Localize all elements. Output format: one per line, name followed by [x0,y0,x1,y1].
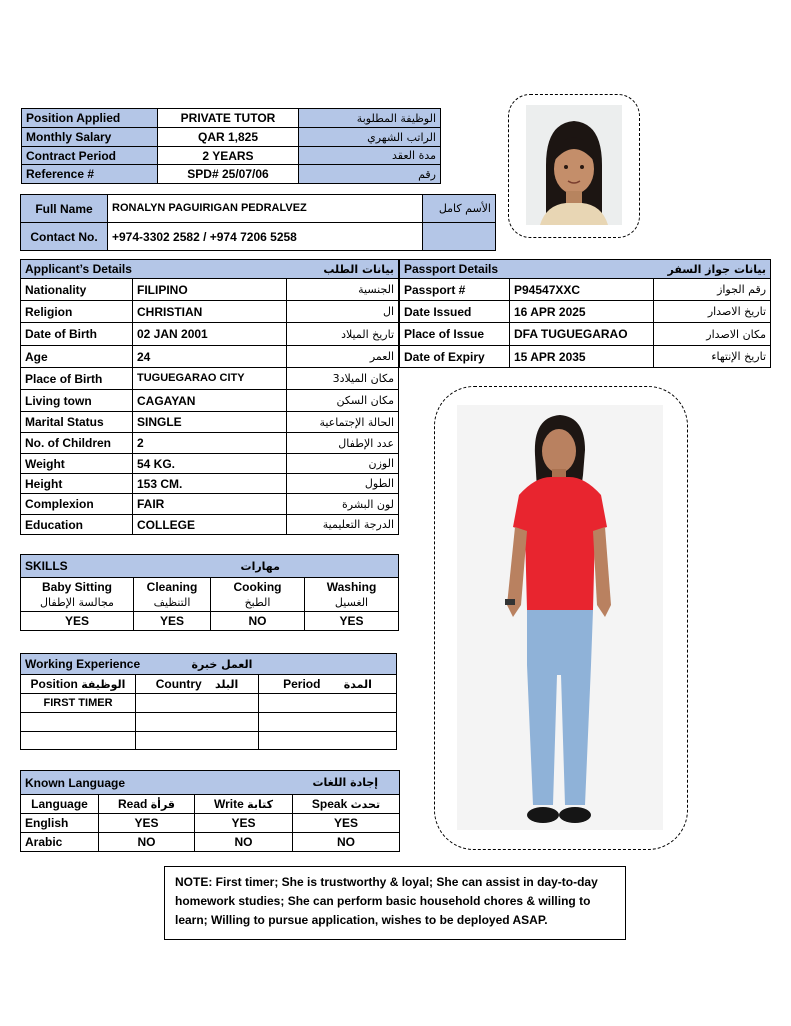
col-country-arabic: البلد [215,678,239,691]
col-language: Language [21,795,99,814]
marital-status-arabic: الحالة الإجتماعية [287,412,399,433]
full-name-arabic: الأسم كامل [423,195,496,223]
person-full-body-icon [457,405,663,830]
passport-number-arabic: رقم الجواز [654,279,771,301]
education-arabic: الدرجة التعليمية [287,515,399,535]
skills-header [21,555,399,578]
weight-label: Weight [21,454,133,474]
complexion-arabic: لون البشرة [287,494,399,515]
language-name: Arabic [21,833,99,852]
marital-status-label: Marital Status [21,412,133,433]
table-row [21,814,400,833]
col-read [99,795,195,814]
contact-row [21,223,496,251]
skill-baby-sitting [21,578,134,612]
complexion-value: FAIR [133,494,287,515]
experience-country [136,713,259,732]
col-position [21,675,136,694]
experience-header-empty [259,654,397,675]
full-body-photo [457,405,663,830]
col-country [136,675,259,694]
skill-name: Cleaning [146,580,198,595]
table-row [21,515,399,535]
place-of-birth-label: Place of Birth [21,368,133,390]
full-name-label: Full Name [21,195,108,223]
full-name-value: RONALYN PAGUIRIGAN PEDRALVEZ [108,195,423,223]
age-arabic: العمر [287,346,399,368]
experience-header [21,654,397,675]
children-value: 2 [133,433,287,454]
date-issued-arabic: تاريخ الاصدار [654,301,771,323]
contact-empty-cell [423,223,496,251]
place-of-birth-value: TUGUEGARAO CITY [133,368,287,390]
monthly-salary-label: Monthly Salary [22,128,158,147]
date-of-expiry-label: Date of Expiry [400,346,510,368]
language-name: English [21,814,99,833]
position-applied-label: Position Applied [22,109,158,128]
monthly-salary-arabic: الراتب الشهري [299,128,441,147]
col-period [259,675,397,694]
table-row [21,694,397,713]
experience-country [136,694,259,713]
height-label: Height [21,474,133,494]
experience-period [259,732,397,750]
complexion-label: Complexion [21,494,133,515]
skill-cooking [211,578,305,612]
experience-country [136,732,259,750]
applicant-title-arabic: بيانات الطلب [287,260,399,279]
applicant-title: Applicant’s Details [21,260,287,279]
passport-header [400,260,771,279]
weight-arabic: الوزن [287,454,399,474]
experience-period [259,713,397,732]
skill-name-arabic: التنظيف [153,595,191,609]
language-read: YES [99,814,195,833]
date-issued-label: Date Issued [400,301,510,323]
place-of-issue-value: DFA TUGUEGARAO [510,323,654,346]
language-write: NO [195,833,293,852]
language-columns-row [21,795,400,814]
skill-value: YES [134,612,211,631]
skill-value: NO [211,612,305,631]
language-header-empty [195,771,293,795]
skill-name: Baby Sitting [41,580,112,595]
religion-label: Religion [21,301,133,323]
nationality-label: Nationality [21,279,133,301]
skill-value: YES [21,612,134,631]
table-row [21,713,397,732]
skill-name-arabic: مجالسة الإطفال [40,595,114,609]
education-value: COLLEGE [133,515,287,535]
table-row [21,390,399,412]
monthly-salary-value: QAR 1,825 [158,128,299,147]
col-write-arabic: كتابة [247,798,273,811]
skill-name-arabic: الغسيل [334,595,369,609]
living-town-arabic: مكان السكن [287,390,399,412]
note-box [164,866,626,940]
experience-position [21,732,136,750]
col-write [195,795,293,814]
headshot-frame [508,94,640,238]
height-arabic: الطول [287,474,399,494]
language-speak: YES [293,814,400,833]
date-of-expiry-value: 15 APR 2035 [510,346,654,368]
language-write: YES [195,814,293,833]
skills-values-row [21,612,399,631]
age-value: 24 [133,346,287,368]
living-town-label: Living town [21,390,133,412]
table-row [21,474,399,494]
table-row [21,301,399,323]
col-position-label: Position [30,677,78,691]
contract-period-arabic: مدة العقد [299,147,441,165]
marital-status-value: SINGLE [133,412,287,433]
dob-arabic: تاريخ الميلاد [287,323,399,346]
skill-name: Cooking [233,580,282,595]
religion-value: CHRISTIAN [133,301,287,323]
experience-title [21,654,259,675]
experience-period [259,694,397,713]
date-issued-value: 16 APR 2025 [510,301,654,323]
col-speak [293,795,400,814]
skills-title-arabic: مهارات [211,555,399,578]
table-row [21,433,399,454]
table-row [21,346,399,368]
skill-name: Washing [326,580,377,595]
table-row [21,732,397,750]
table-row [21,412,399,433]
experience-columns-row [21,675,397,694]
col-period-label: Period [283,677,321,691]
table-row [21,454,399,474]
date-of-expiry-arabic: تاريخ الإنتهاء [654,346,771,368]
col-position-arabic: الوظيفة [81,678,126,691]
table-row [21,323,399,346]
language-speak: NO [293,833,400,852]
contract-period-value: 2 YEARS [158,147,299,165]
position-row [22,109,441,128]
table-row [400,301,771,323]
skills-names-row [21,578,399,612]
table-row [21,368,399,390]
passport-title: Passport Details [400,260,654,279]
skill-washing [305,578,399,612]
dob-label: Date of Birth [21,323,133,346]
language-title-arabic: إجادة اللغات [293,771,400,795]
reference-label: Reference # [22,165,158,184]
language-header [21,771,400,795]
col-read-arabic: قرأة [150,798,175,811]
note-text: NOTE: First timer; She is trustworthy & loyal; She can assist in day-to-day homework studies; She can perform basic household chores & willing to learn; Willing to pursue application, wishes to be deployed ASAP. [175,875,598,927]
full-name-row [21,195,496,223]
col-speak-label: Speak [311,797,348,811]
full-body-frame [434,386,688,850]
col-period-arabic: المدة [343,678,372,691]
experience-position [21,713,136,732]
skills-title: SKILLS [21,555,211,578]
table-row [400,279,771,301]
reference-value: SPD# 25/07/06 [158,165,299,184]
identity-table [20,194,496,251]
nationality-value: FILIPINO [133,279,287,301]
skill-cleaning [134,578,211,612]
children-label: No. of Children [21,433,133,454]
passport-number-label: Passport # [400,279,510,301]
col-read-label: Read [118,797,148,811]
height-value: 153 CM. [133,474,287,494]
col-country-label: Country [155,677,202,691]
experience-title-text: Working Experience [25,657,141,671]
table-row [400,323,771,346]
weight-value: 54 KG. [133,454,287,474]
skill-value: YES [305,612,399,631]
skill-name-arabic: الطبخ [244,595,271,609]
headshot-photo [526,105,622,225]
reference-arabic: رقم [299,165,441,184]
education-label: Education [21,515,133,535]
age-label: Age [21,346,133,368]
passport-number-value: P94547XXC [510,279,654,301]
working-experience-table [20,653,397,750]
position-applied-value: PRIVATE TUTOR [158,109,299,128]
contract-period-label: Contract Period [22,147,158,165]
nationality-arabic: الجنسية [287,279,399,301]
children-arabic: عدد الإطفال [287,433,399,454]
person-headshot-icon [526,105,622,225]
living-town-value: CAGAYAN [133,390,287,412]
applicant-details-table [20,259,399,535]
place-of-issue-label: Place of Issue [400,323,510,346]
contract-row [22,147,441,165]
position-applied-arabic: الوظيفة المطلوبة [299,109,441,128]
col-speak-arabic: تحدث [350,798,381,811]
known-language-table [20,770,400,852]
passport-details-table [399,259,771,368]
language-title: Known Language [21,771,195,795]
contact-label: Contact No. [21,223,108,251]
table-row [400,346,771,368]
contact-value: +974-3302 2582 / +974 7206 5258 [108,223,423,251]
position-table [21,108,441,184]
place-of-issue-arabic: مكان الاصدار [654,323,771,346]
table-row [21,279,399,301]
reference-row [22,165,441,184]
dob-value: 02 JAN 2001 [133,323,287,346]
table-row [21,833,400,852]
table-row [21,494,399,515]
applicant-header [21,260,399,279]
experience-title-arabic: العمل خبرة [191,658,253,671]
religion-arabic: ال [287,301,399,323]
passport-title-arabic: بيانات جواز السفر [654,260,771,279]
place-of-birth-arabic: مكان الميلاد3 [287,368,399,390]
salary-row [22,128,441,147]
skills-table [20,554,399,631]
col-write-label: Write [214,797,244,811]
language-read: NO [99,833,195,852]
experience-position: FIRST TIMER [21,694,136,713]
